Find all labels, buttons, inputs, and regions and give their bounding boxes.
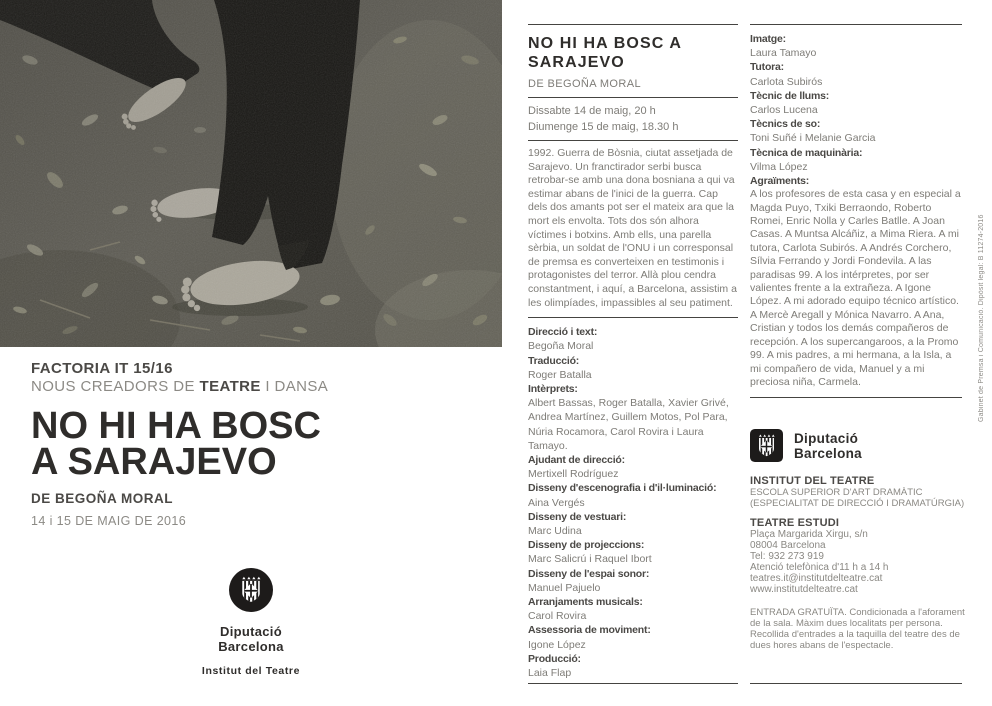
credit-item [750, 146, 962, 174]
credit-label: Tècnica de maquinària: [750, 146, 863, 159]
credit-value: Marc Salicrú i Raquel Ibort [528, 553, 652, 566]
institution-line: ESCOLA SUPERIOR D'ART DRAMÀTIC [750, 487, 923, 499]
credit-item [528, 453, 738, 481]
credit-item [528, 354, 738, 382]
institut-del-teatre-wordmark: Institut del Teatre [201, 665, 301, 677]
show-author: DE BEGOÑA MORAL [31, 491, 173, 506]
credit-item [750, 32, 962, 60]
program-column [528, 0, 738, 706]
venue-phone: Tel: 932 273 919 [750, 551, 824, 563]
entry-note: ENTRADA GRATUÏTA. Condicionada a l'aforament de la sala. Màxim dues localitats per persona. Recollida d'entrades a la taquilla del teatre des de dues hores abans de l'espectacle. [750, 607, 965, 652]
credit-label: Imatge: [750, 33, 786, 45]
credit-label: Disseny de projeccions: [528, 539, 645, 552]
program-title [528, 34, 738, 72]
schedule-line: Diumenge 15 de maig, 18.30 h [528, 121, 679, 133]
synopsis: 1992. Guerra de Bòsnia, ciutat assetjada de Sarajevo. Un franctirador serbi busca retrobar-se amb una dona bosniana a qui va estimar abans de l'inici de la guerra. Cap dels dos amants pot ser el mateix ara que la mort els envolta. Tots dos són alhora víctimes i botxins. Amb ells, una parella sèrbia, un soldat de l'ONU i un corresponsal de premsa es converteixen en testimonis i protagonistes del terror. Allà plou cendra constantment, i aquí, a Barcelona, assistim a les olimpíades, impassibles al seu patiment. [528, 147, 737, 309]
technical-credits-list [750, 32, 962, 389]
series-subtitle [31, 378, 471, 395]
credit-item [528, 481, 738, 509]
credit-item [528, 538, 738, 566]
divider [750, 24, 962, 25]
series-title: FACTORIA IT 15/16 [31, 360, 173, 377]
credit-value: Marc Udina [528, 524, 582, 537]
credit-value: Manuel Pajuelo [528, 581, 601, 594]
credit-label: Arranjaments musicals: [528, 595, 643, 608]
barefoot-photo-image [0, 0, 502, 347]
credit-item [528, 382, 738, 453]
credit-value: Laura Tamayo [750, 47, 817, 60]
divider [528, 24, 738, 25]
credit-value: Carol Rovira [528, 610, 587, 623]
logo-line1: Diputació [794, 430, 859, 446]
technical-column [750, 0, 965, 706]
show-title-line1: NO HI HA BOSC [31, 405, 321, 447]
credit-label: Disseny de l'espai sonor: [528, 567, 650, 580]
credit-value: Laia Flap [528, 667, 572, 679]
diputacio-logo-text [794, 431, 862, 461]
credit-label: Producció: [528, 652, 581, 665]
institution-line: (ESPECIALITAT DE DIRECCIÓ I DRAMATÚRGIA) [750, 498, 965, 510]
divider [750, 683, 962, 684]
credit-item [750, 89, 962, 117]
credit-value: Toni Suñé i Melanie Garcia [750, 132, 876, 145]
venue-email-link[interactable]: teatres.it@institutdelteatre.cat [750, 573, 883, 585]
diputacio-logo-right [750, 429, 962, 462]
divider [528, 683, 738, 684]
diputacio-emblem-icon [229, 568, 273, 612]
credit-value: Begoña Moral [528, 340, 594, 353]
credit-item [528, 325, 738, 353]
credit-value: Igone López [528, 638, 586, 651]
institution-block [750, 475, 965, 510]
venue-city: 08004 Barcelona [750, 540, 826, 552]
divider [750, 397, 962, 398]
schedule-line: Dissabte 14 de maig, 20 h [528, 105, 656, 117]
credit-label: Tutora: [750, 61, 784, 74]
credit-item [528, 623, 738, 651]
venue-website-link[interactable]: www.institutdelteatre.cat [750, 584, 858, 596]
credit-label: Tècnics de so: [750, 118, 821, 131]
credit-item [528, 652, 738, 680]
series-subtitle-bold: TEATRE [199, 378, 261, 395]
credit-item [750, 60, 962, 88]
schedule [528, 103, 738, 135]
credits-list [528, 325, 738, 680]
logo-line2: Barcelona [218, 639, 284, 654]
thanks-label: Agraïments: [750, 175, 810, 188]
venue-name: TEATRE ESTUDI [750, 517, 840, 530]
divider [528, 97, 738, 98]
credit-value: Albert Bassas, Roger Batalla, Xavier Grivé, Andrea Martínez, Guillem Motos, Pol Para, Núria Rocamora, Carol Rovira i Laura Tamayo. [528, 397, 729, 452]
diputacio-logo-left [195, 568, 307, 677]
show-dates: 14 i 15 DE MAIG DE 2016 [31, 514, 187, 528]
credit-item [528, 595, 738, 623]
show-title [31, 405, 471, 483]
credit-value: Aina Vergés [528, 496, 585, 509]
institution-name: INSTITUT DEL TEATRE [750, 475, 875, 488]
diputacio-emblem-icon [750, 429, 783, 462]
credit-label: Traducció: [528, 354, 580, 367]
credit-value: Carlota Subirós [750, 75, 823, 88]
credit-item [750, 117, 962, 145]
imprint-vertical-note: Gabinet de Premsa i Comunicació. Dipòsit legal: B 11274-2016 [978, 214, 985, 422]
credit-item [528, 510, 738, 538]
logo-line1: Diputació [220, 624, 282, 639]
divider [528, 317, 738, 318]
credit-label: Direcció i text: [528, 326, 598, 339]
program-title-line1: NO HI HA BOSC A [528, 35, 682, 52]
credit-label: Ajudant de direcció: [528, 453, 625, 466]
credit-value: Mertixell Rodríguez [528, 468, 619, 481]
program-title-line2: SARAJEVO [528, 54, 625, 71]
venue-block [750, 517, 962, 595]
credit-item [750, 174, 962, 389]
series-subtitle-post: I DANSA [260, 378, 329, 395]
diputacio-logo-text [195, 624, 307, 654]
credit-label: Intèrprets: [528, 382, 578, 395]
credit-label: Disseny de vestuari: [528, 510, 627, 523]
venue-address: Plaça Margarida Xirgu, s/n [750, 529, 868, 541]
show-title-line2: A SARAJEVO [31, 441, 277, 483]
credit-label: Disseny d'escenografia i d'il·luminació: [528, 482, 717, 495]
thanks-text: A los profesores de esta casa y en especial a Magda Puyo, Txiki Berraondo, Roberto Romei, Enric Nolla y Carles Batlle. A Joan Casas. A Muntsa Alcáñiz, a Mima Riera. A mi tutora, Carlota Subirós. A Andrés Corchero, Sílvia Ferrando y Jordi Fondevila. A las paradisas 99. A los intérpretes, por ser valientes frente a la extrañeza. A Igone López. A mi adorado equipo técnico artístico. A Mercè Aregall y Mónica Navarro. A Ana, Cristian y todos los demás compañeros de recepción. A los supercangaroos, a la Promo 99. A mis padres, a mi hermana, a la Isla, a mi compañero de vida, Manuel y a mi preciosa niña, Carmela. [750, 188, 961, 388]
divider [528, 140, 738, 141]
credit-label: Tècnic de llums: [750, 89, 830, 102]
left-title-block [31, 361, 471, 528]
venue-hours: Atenció telefònica d'11 h a 14 h [750, 562, 889, 574]
series-subtitle-pre: NOUS CREADORS DE [31, 378, 200, 395]
logo-line2: Barcelona [794, 445, 862, 461]
cover-photo [0, 0, 502, 347]
credit-value: Carlos Lucena [750, 104, 818, 117]
program-author: DE BEGOÑA MORAL [528, 78, 641, 90]
credit-label: Assessoria de moviment: [528, 624, 651, 637]
credit-value: Vilma López [750, 160, 808, 173]
credit-value: Roger Batalla [528, 368, 592, 381]
credit-item [528, 567, 738, 595]
